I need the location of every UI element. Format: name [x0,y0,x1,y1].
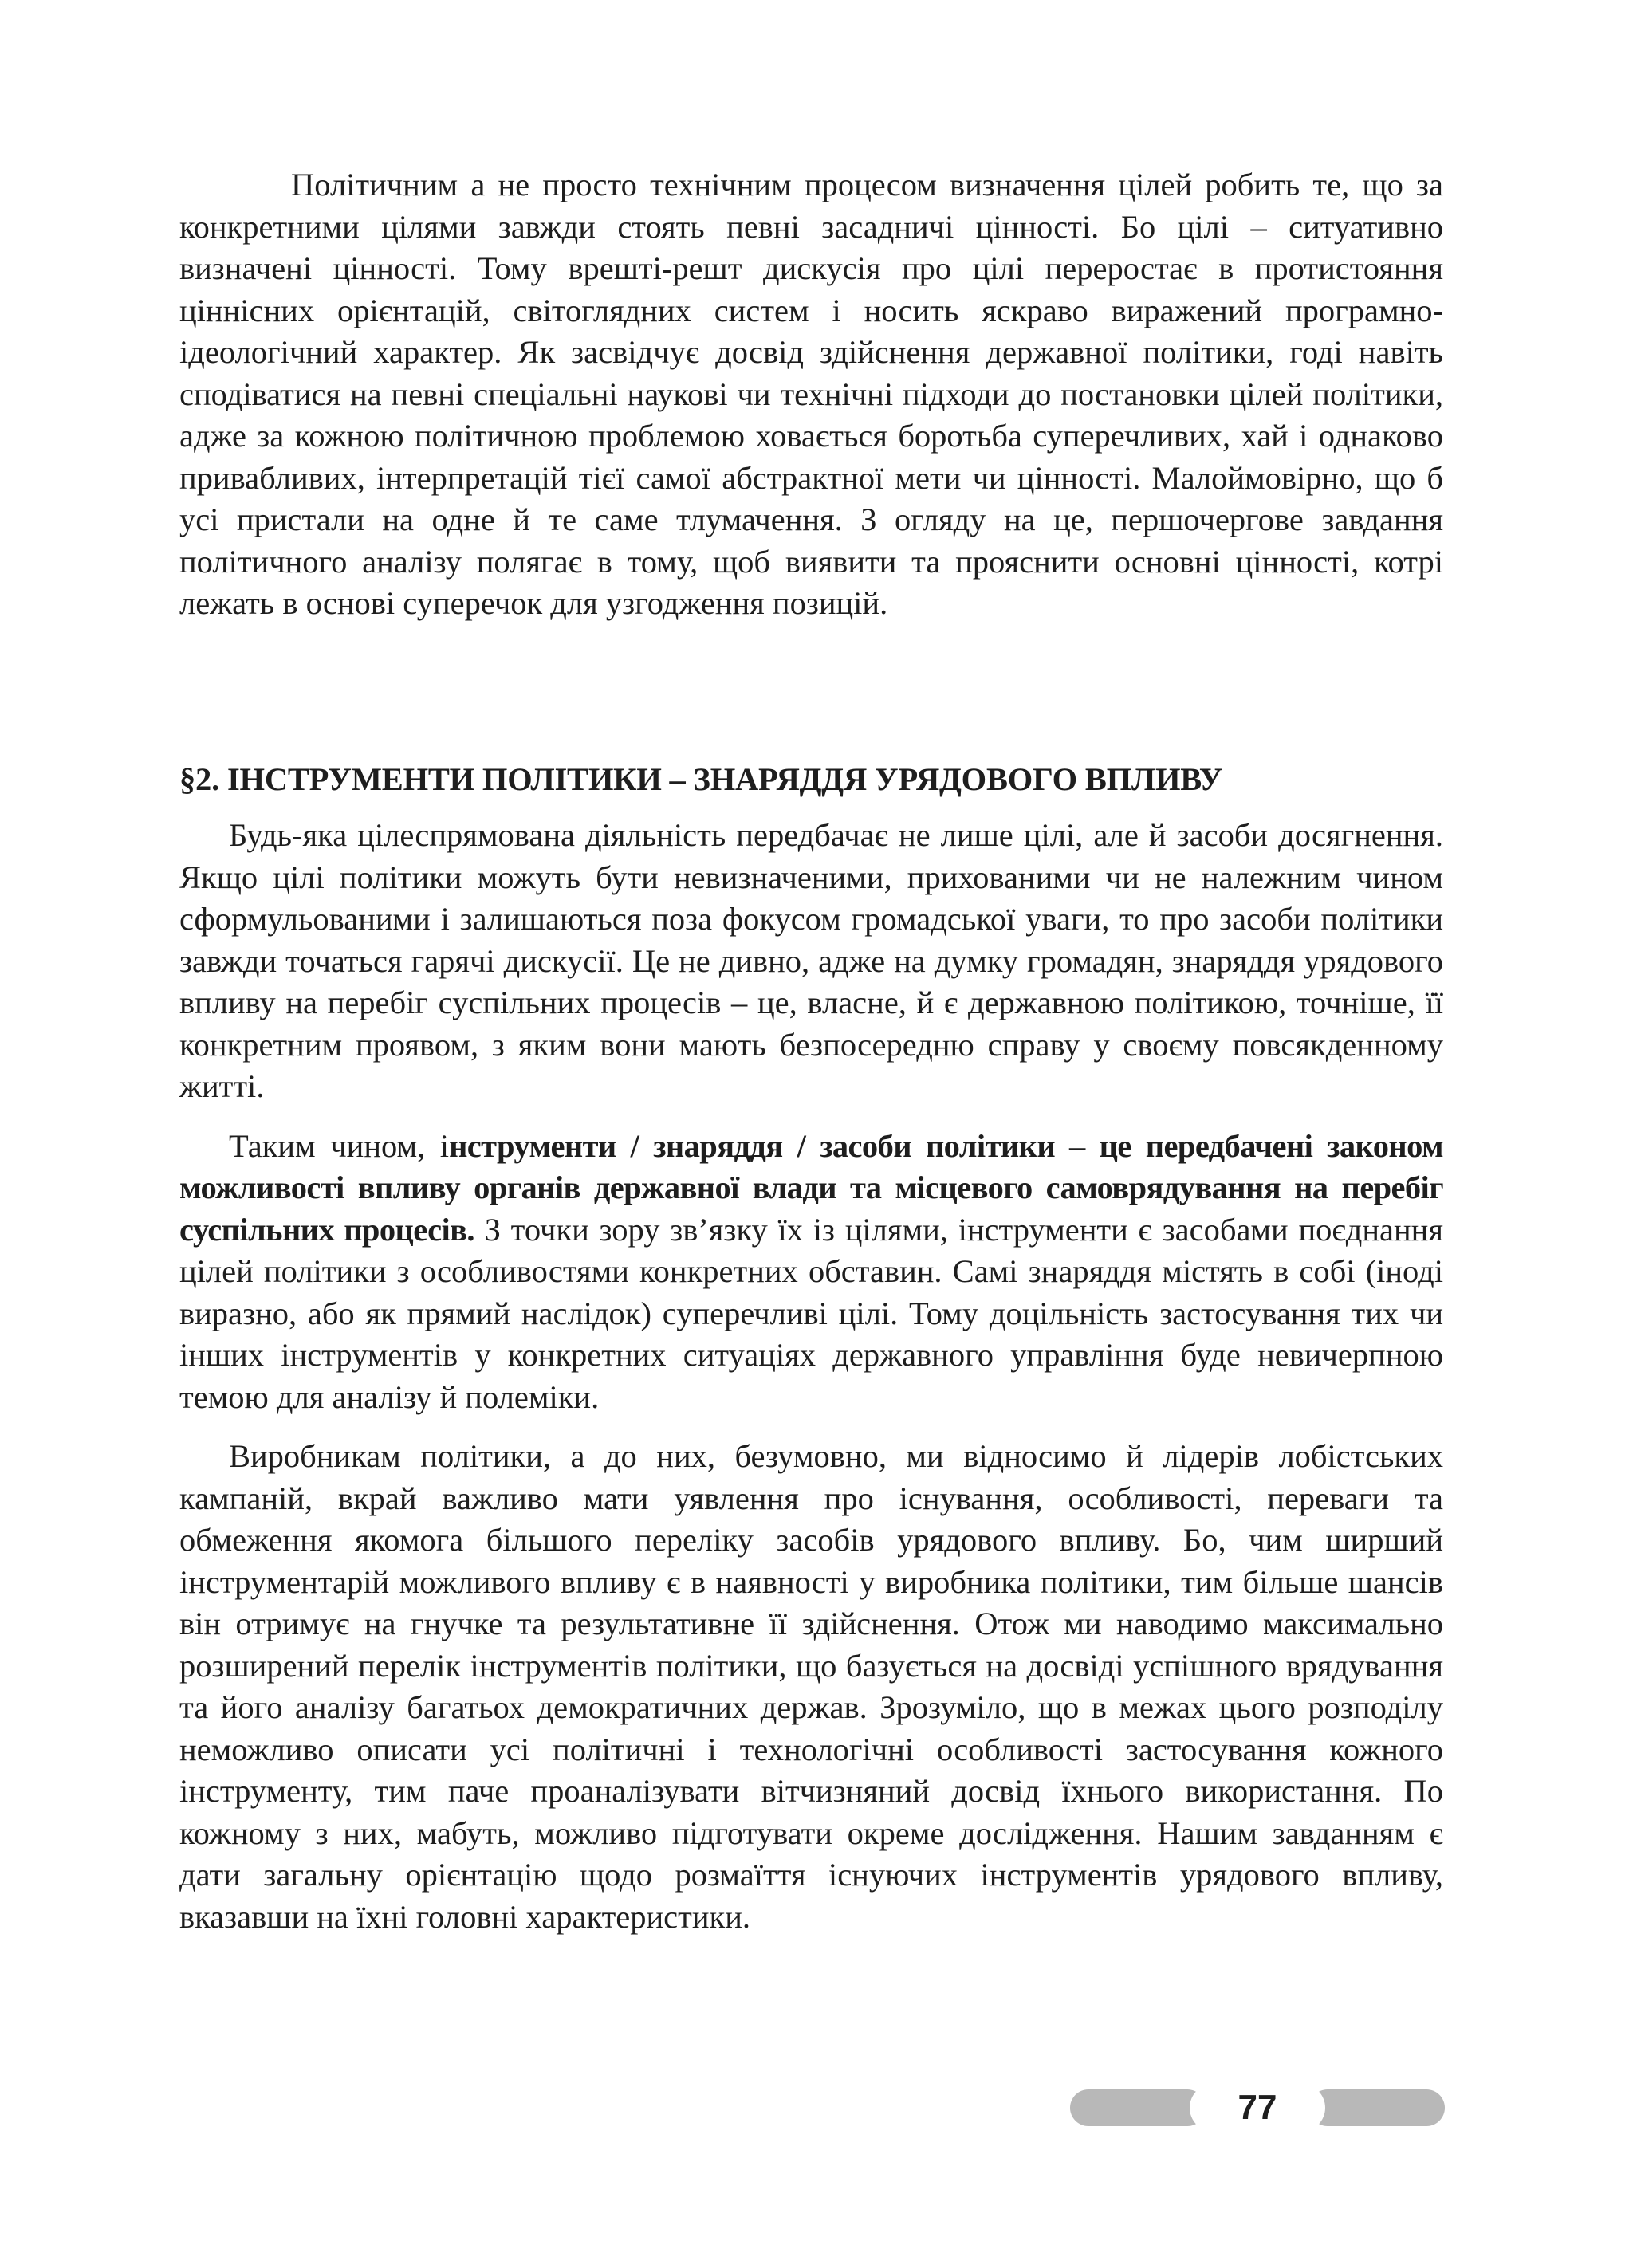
section-heading: §2. ІНСТРУМЕНТИ ПОЛІТИКИ – ЗНАРЯДДЯ УРЯДОВОГО ВПЛИВУ [179,761,1223,797]
page-number-badge [1070,2084,1445,2132]
page-number-bar-right [1309,2089,1445,2126]
definition-lead: Таким чином, і [229,1127,450,1164]
page-number: 77 [1238,2088,1277,2127]
paragraph-policy-makers: Виробникам політики, а до них, безумовно, ми відносимо й лідерів лобістських кампаній, вкрай важливо мати уявлення про існування, особливості, переваги та обмеження якомога більшого переліку засобів урядового впливу. Бо, чим ширший інструментарій можливого впливу є в наявності у виробника політики, тим більше шансів він отримує на гнучке та результативне її здійснення. Отож ми наводимо максимально розширений перелік інструментів політики, що базується на досвіді успішного врядування та його аналізу багатьох демократичних держав. Зрозуміло, що в межах цього розподілу неможливо описати усі політичні і технологічні особливості застосування кожного інструменту, тим паче проаналізувати вітчизняний досвід їхнього використання. По кожному з них, мабуть, можливо підготувати окреме дослідження. Нашим завданням є дати загальну орієнтацію щодо розмаїття існуючих інструментів урядового впливу, вказавши на їхні головні характеристики. [179,1438,1443,1935]
page-body [179,164,1443,1938]
definition-bold: нструменти / знаряддя / засоби політики – це передбачені законом можливості впливу органів державної влади та місцевого самоврядування на перебіг суспільних процесів. [179,1127,1443,1248]
paragraph-instruments-definition [179,1126,1443,1419]
page-number-bar-left [1070,2089,1206,2126]
paragraph-values-and-goals: Політичним а не просто технічним процесом визначення цілей робить те, що за конкретними цілями завжди стоять певні засадничі цінності. Бо цілі – ситуативно визначені цінності. Тому врешті-решт дискусія про цілі переростає в протистояння ціннісних орієнтацій, світоглядних систем і носить яскраво виражений програмно-ідеологічний характер. Як засвідчує досвід здійснення державної політики, годі навіть сподіватися на певні спеціальні наукові чи технічні підходи до постановки цілей політики, адже за кожною політичною проблемою ховається боротьба суперечливих, хай і однаково привабливих, інтерпретацій тієї самої абстрактної мети чи цінності. Малоймовірно, що б усі пристали на одне й те саме тлумачення. З огляду на це, першочергове завдання політичного аналізу полягає в тому, щоб виявити та прояснити основні цінності, котрі лежать в основі суперечок для узгодження позицій. [179,167,1443,621]
paragraph-means-of-policy: Будь-яка цілеспрямована діяльність передбачає не лише цілі, але й засоби досягнення. Якщо цілі політики можуть бути невизначеними, прихованими чи не належним чином сформульованими і залишаються поза фокусом громадської уваги, то про засоби політики завжди точаться гарячі дискусії. Це не дивно, адже на думку громадян, знаряддя урядового впливу на перебіг суспільних процесів – це, власне, й є державною політикою, точніше, її конкретним проявом, з яким вони мають безпосередню справу у своєму повсякденному житті. [179,817,1443,1104]
definition-rest: З точки зору зв’язку їх із цілями, інструменти є засобами поєднання цілей політики з особливостями конкретних обставин. Самі знаряддя містять в собі (іноді виразно, або як прямий наслідок) суперечливі цілі. Тому доцільність застосування тих чи інших інструментів у конкретних ситуаціях державного управління буде невичерпною темою для аналізу й полеміки. [179,1211,1443,1415]
